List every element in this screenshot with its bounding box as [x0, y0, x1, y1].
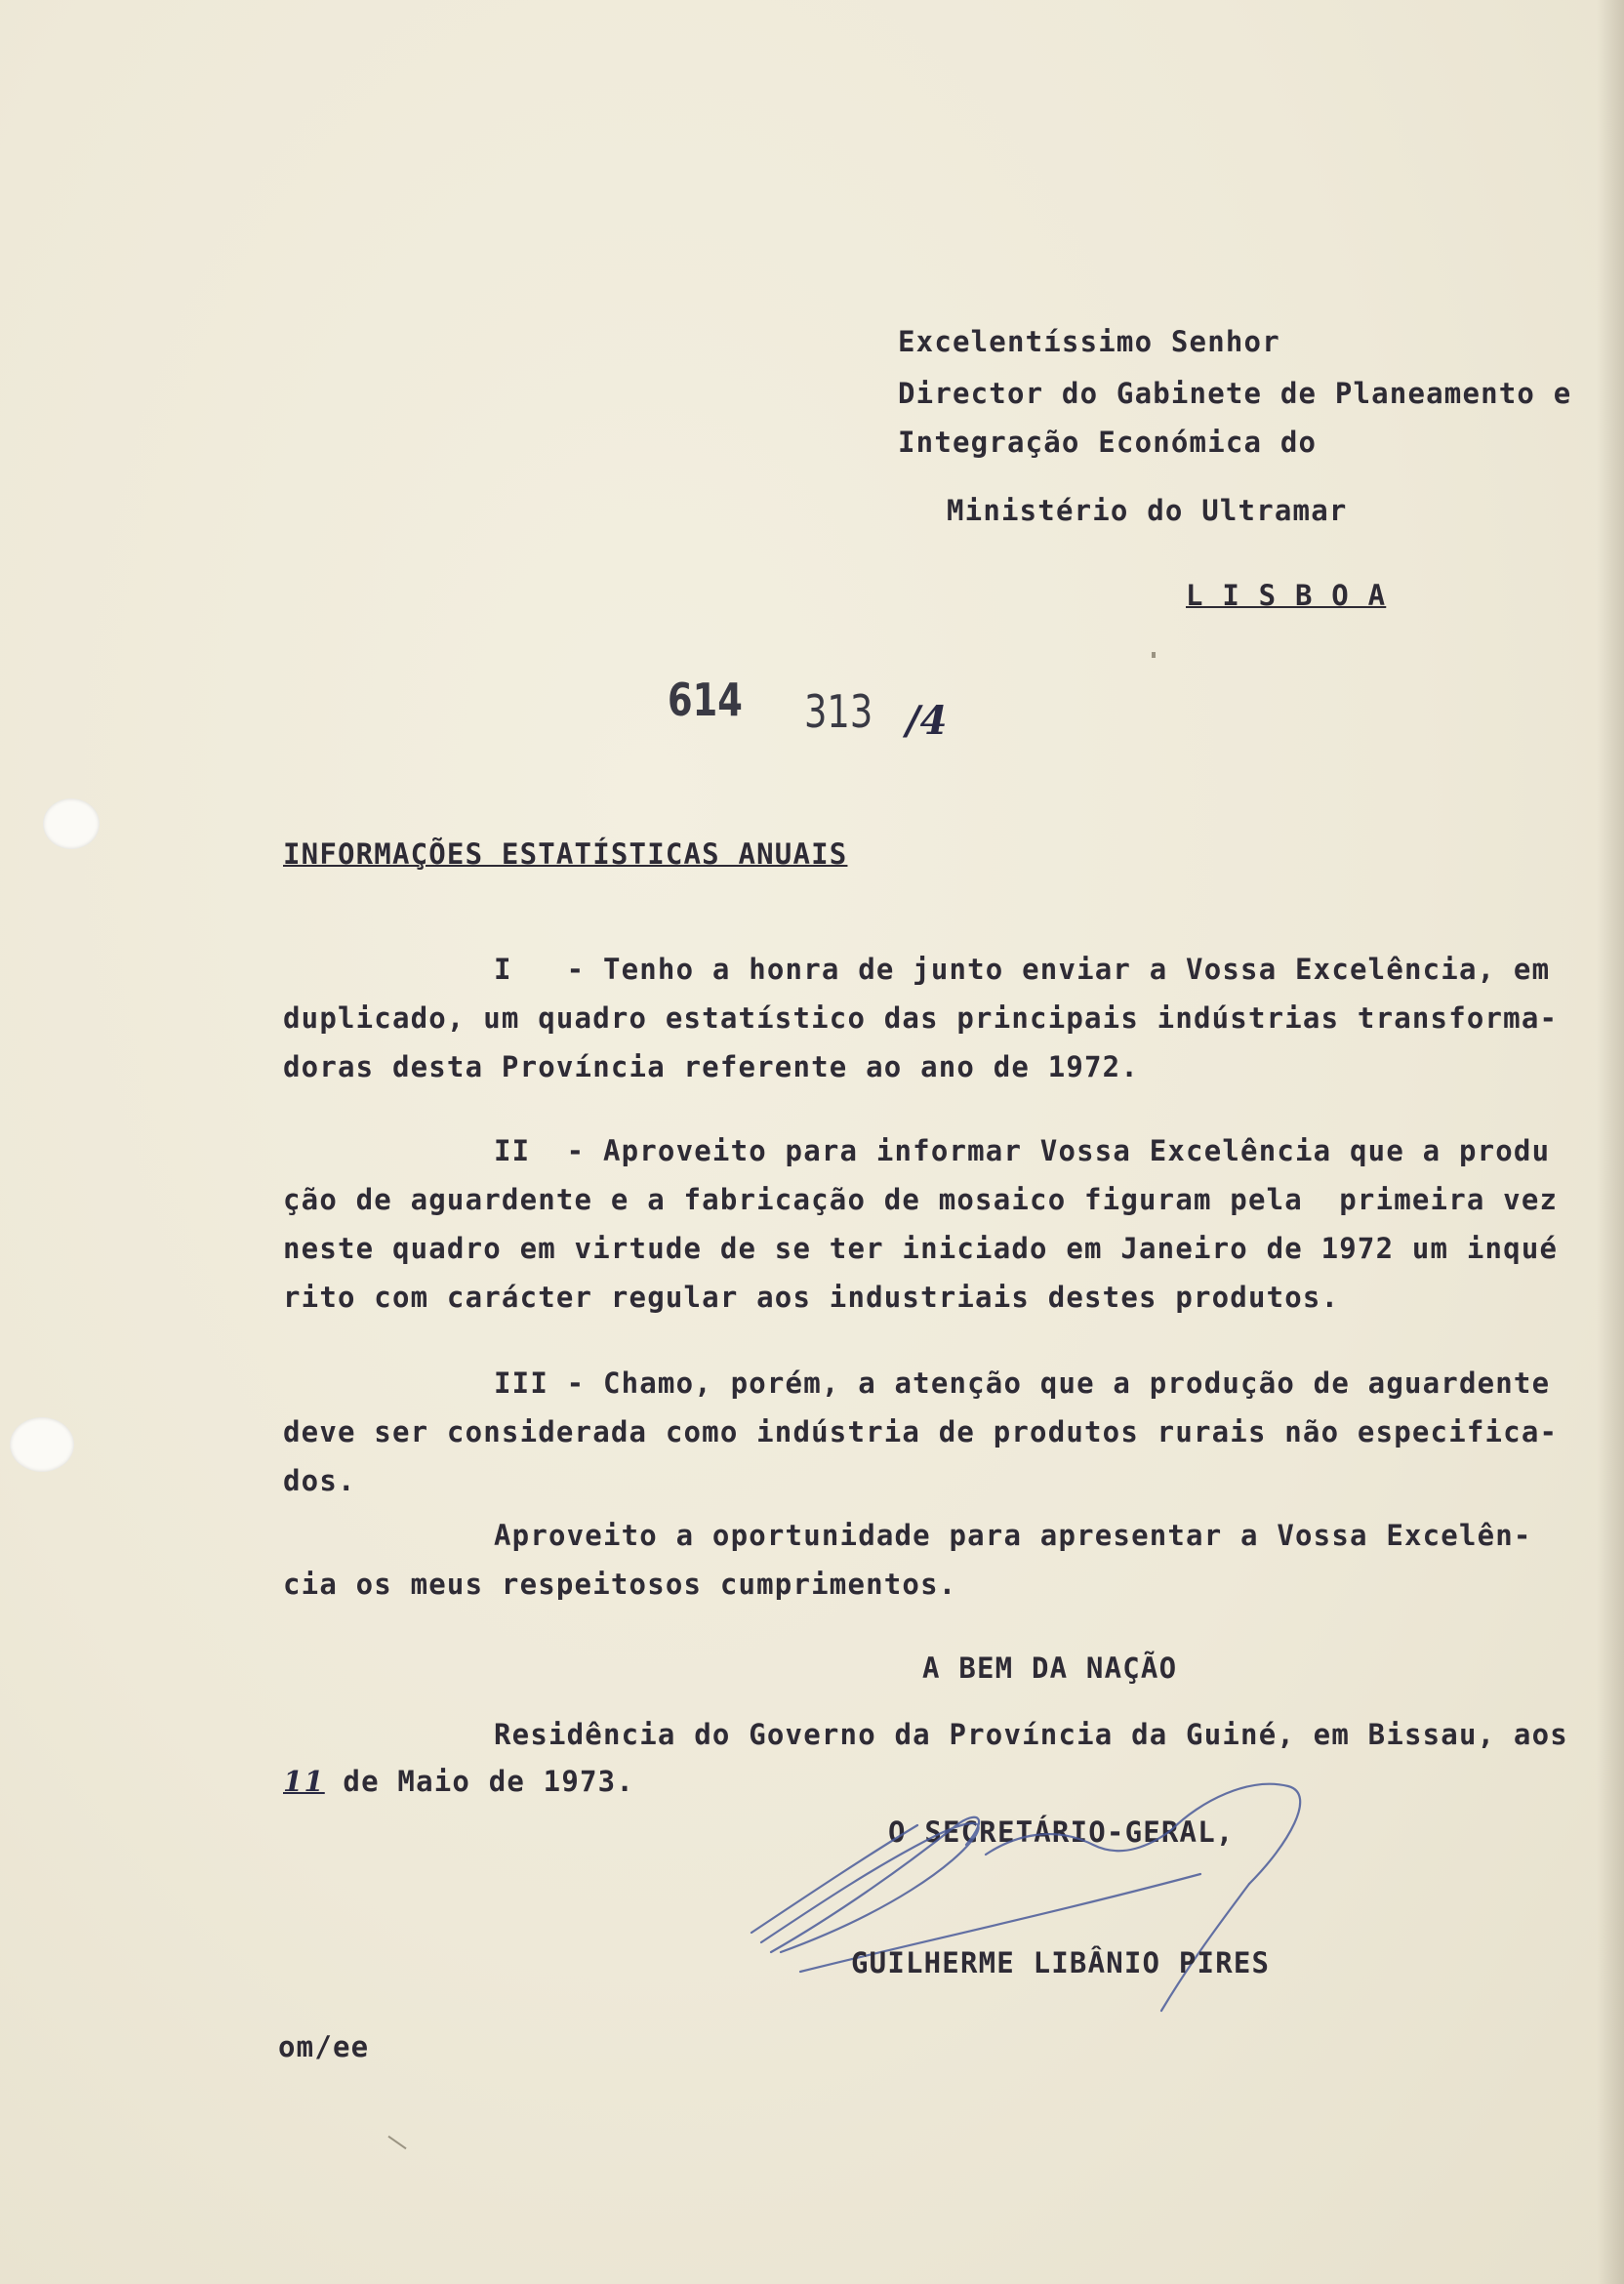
handwritten-signature — [742, 1757, 1327, 2050]
paragraph-1-line-2: duplicado, um quadro estatístico das principais indústrias transforma- — [283, 1001, 1559, 1035]
closing-date-rest: de Maio de 1973. — [324, 1765, 634, 1798]
paragraph-3-line-2: deve ser considerada como indústria de produtos rurais não especifica- — [283, 1415, 1559, 1448]
paragraph-4-line-1: Aproveito a oportunidade para apresentar a Vossa Excelên- — [494, 1519, 1532, 1552]
addressee-city: L I S B O A — [1186, 579, 1387, 612]
closing-date-day-handwritten: 11 — [283, 1765, 325, 1798]
signatory-name: GUILHERME LIBÂNIO PIRES — [851, 1946, 1271, 1979]
paragraph-1-line-3: doras desta Província referente ao ano de 1972. — [283, 1050, 1139, 1083]
paragraph-2-line-1: II - Aproveito para informar Vossa Excelência que a produ — [494, 1134, 1551, 1167]
addressee-ministry: Ministério do Ultramar — [947, 494, 1348, 527]
paragraph-3-line-1: III - Chamo, porém, a atenção que a produção de aguardente — [494, 1366, 1551, 1400]
punch-hole-top — [43, 798, 100, 849]
paper-speck — [1152, 652, 1156, 658]
punch-hole-bottom — [10, 1417, 74, 1472]
typist-initials: om/ee — [278, 2030, 370, 2063]
page-edge-shadow — [1597, 0, 1624, 2284]
closing-salutation: A BEM DA NAÇÃO — [922, 1652, 1178, 1685]
reference-stamp-number-1: 614 — [668, 673, 743, 726]
paragraph-2-line-4: rito com carácter regular aos industriais destes produtos. — [283, 1281, 1340, 1314]
paragraph-4-line-2: cia os meus respeitosos cumprimentos. — [283, 1568, 957, 1601]
paragraph-1-line-1: I - Tenho a honra de junto enviar a Vossa Excelência, em — [494, 953, 1551, 986]
addressee-line-director: Director do Gabinete de Planeamento e — [898, 377, 1572, 410]
paragraph-3-line-3: dos. — [283, 1464, 356, 1497]
reference-stamp-number-2: 313 — [804, 685, 873, 738]
addressee-line-integration: Integração Económica do — [898, 426, 1318, 459]
closing-place-line: Residência do Governo da Província da Guiné, em Bissau, aos — [494, 1718, 1568, 1751]
subject-heading: INFORMAÇÕES ESTATÍSTICAS ANUAIS — [283, 837, 848, 871]
paper-mark — [387, 2136, 406, 2149]
signatory-title: O SECRETÁRIO-GERAL, — [888, 1815, 1235, 1849]
addressee-salutation: Excelentíssimo Senhor — [898, 325, 1280, 358]
reference-handwritten-suffix: /4 — [906, 698, 948, 744]
paragraph-2-line-2: ção de aguardente e a fabricação de mosaico figuram pela primeira vez — [283, 1183, 1559, 1216]
closing-date-line — [283, 1765, 634, 1798]
paragraph-2-line-3: neste quadro em virtude de se ter iniciado em Janeiro de 1972 um inqué — [283, 1232, 1559, 1265]
